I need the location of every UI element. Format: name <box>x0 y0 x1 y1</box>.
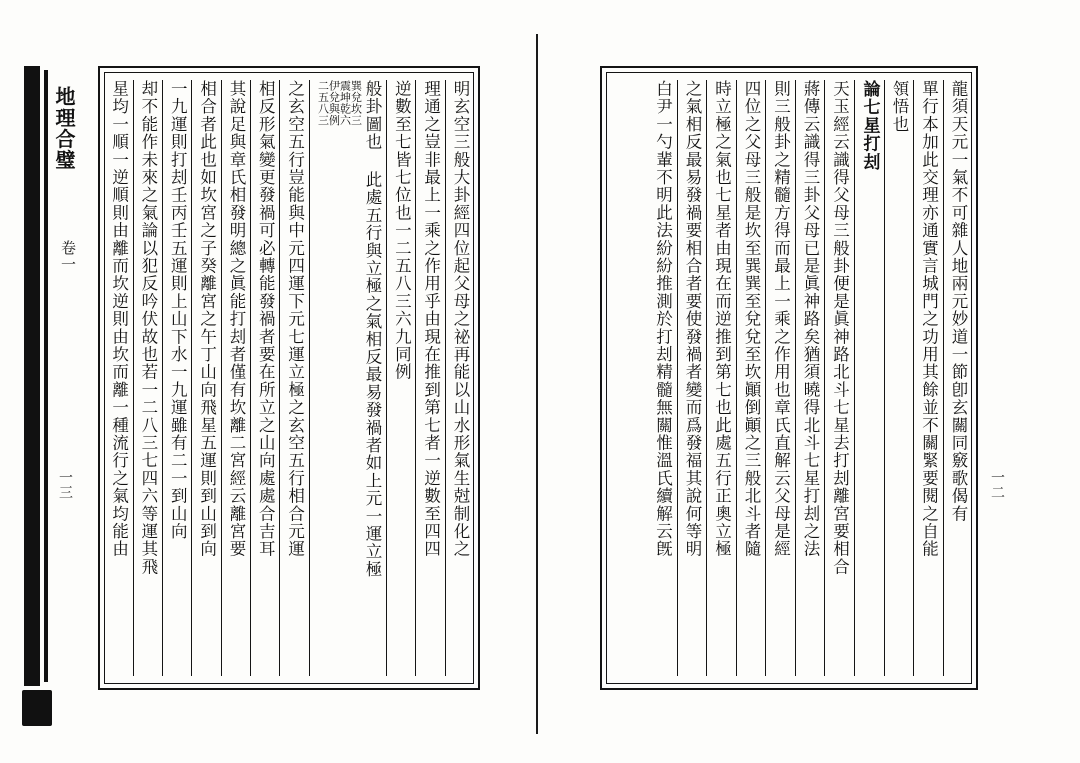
text-column: 之氣相反最易發禍要相合者要使發禍者變而爲發福其說何等明 <box>683 80 702 558</box>
left-page-number <box>58 470 84 540</box>
spine-corner-mark <box>22 690 52 726</box>
center-gutter-line <box>536 34 538 734</box>
column-rule <box>913 80 914 676</box>
text-column: 其說足與章氏相發明總之眞能打刦者僅有坎離二宮經云離宮要 <box>226 80 246 558</box>
right-page-number <box>990 470 1016 540</box>
text-column: 四位之父母三般是坎至巽巽至兌兌至坎顚倒顚之三般北斗者隨 <box>742 80 761 558</box>
column-rule <box>765 80 766 676</box>
text-column: 蔣傳云識得三卦父母已是眞神路矣猶須曉得北斗七星打刦之法 <box>801 80 820 558</box>
column-rule <box>884 80 885 676</box>
interlinear-annotation <box>317 80 361 676</box>
text-column: 相反形氣變更發禍可必轉能發禍者要在所立之山向處處合吉耳 <box>256 80 276 558</box>
annotation-line: 伊兌與例 <box>327 80 341 126</box>
text-column: 龍須天元一氣不可雜人地兩元妙道一節卽玄關同竅歌偈有 <box>949 80 968 523</box>
column-rule <box>162 80 163 676</box>
column-rule <box>943 80 944 676</box>
page-number-text: 一三 <box>57 470 73 501</box>
text-column: 逆數至七皆七位也一二五八三六九同例 <box>392 80 412 381</box>
text-column: 却不能作未來之氣論以犯反吟伏故也若一二八三七四六等運其飛 <box>138 80 158 576</box>
column-rule <box>854 80 855 676</box>
column-rule <box>706 80 707 676</box>
text-column: 天玉經云識得父母三般卦便是眞神路北斗七星去打刦離宮要相合 <box>830 80 850 576</box>
book-spine-rule <box>44 70 48 682</box>
annotation-line: 二五八三 <box>316 80 330 126</box>
text-column: 明玄空三般大卦經四位起父母之祕再能以山水形氣生尅制化之 <box>451 80 470 558</box>
annotated-column-group <box>363 80 380 676</box>
text-column: 領悟也 <box>890 80 909 134</box>
column-rule <box>386 80 387 676</box>
column-rule <box>677 80 678 676</box>
text-column: 時立極之氣也七星者由現在而逆推到第七也此處五行正奧立極 <box>712 80 732 558</box>
text-column: 理通之豈非最上一乘之作用乎由現在推到第七者一逆數至四四 <box>421 80 441 558</box>
annotation-line: 巽兌坎三 <box>349 80 363 126</box>
column-rule <box>824 80 825 676</box>
volume-label <box>60 240 86 330</box>
volume-label-text: 卷一 <box>59 240 77 273</box>
text-column: 則三般卦之精髓方得而最上一乘之作用也章氏直解云父母是經 <box>771 80 791 558</box>
book-spine <box>24 66 40 686</box>
book-title-text: 地理合璧 <box>52 86 76 171</box>
column-rule <box>250 80 251 676</box>
text-column: 一九運則打刦壬丙壬五運則上山下水一九運雖有二一到山向 <box>168 80 188 541</box>
column-rule <box>191 80 192 676</box>
text-column: 相合者此也如坎宮之子癸離宮之午丁山向飛星五運則到山到向 <box>197 80 217 558</box>
section-heading: 論七星打刦 <box>859 80 880 171</box>
page-number-text: 一二 <box>989 470 1005 501</box>
left-leaf-columns <box>110 80 468 676</box>
text-column: 星均一順一逆順則由離而坎逆則由坎而離一種流行之氣均能由 <box>109 80 129 558</box>
text-column: 般卦圖也 此處五行與立極之氣相反最易發禍者如上元一運立極 <box>362 80 382 579</box>
text-column: 白尹一勺輩不明此法紛紛推測於打刦精髓無關惟溫氏續解云旣 <box>653 80 673 558</box>
annotation-line: 震坤乾六 <box>338 80 352 126</box>
column-rule <box>133 80 134 676</box>
column-rule <box>445 80 446 676</box>
column-rule <box>415 80 416 676</box>
book-title <box>54 86 88 386</box>
column-rule <box>279 80 280 676</box>
column-rule <box>221 80 222 676</box>
column-rule <box>736 80 737 676</box>
column-rule <box>795 80 796 676</box>
text-column: 單行本加此交理亦通實言城門之功用其餘並不關緊要閱之自能 <box>919 80 939 558</box>
column-rule <box>309 80 310 676</box>
right-leaf-columns <box>612 80 966 676</box>
text-column: 之玄空五行豈能與中元四運下元七運立極之玄空五行相合元運 <box>285 80 305 558</box>
